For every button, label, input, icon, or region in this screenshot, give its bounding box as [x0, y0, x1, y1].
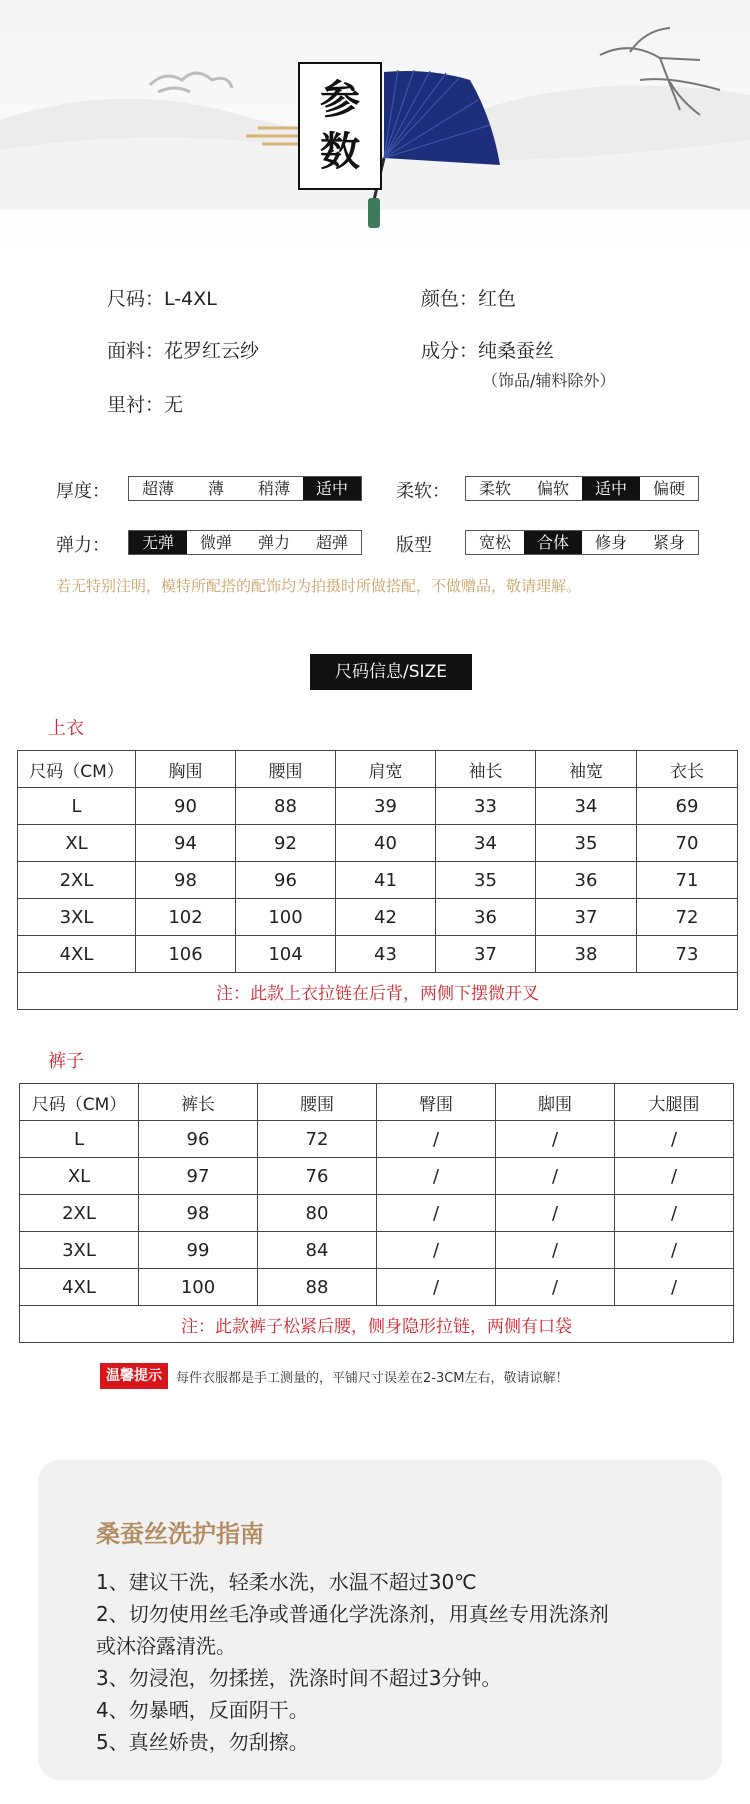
fit-option: 宽松	[478, 533, 511, 552]
table-cell: 84	[258, 1232, 377, 1269]
softness-option: 柔软	[478, 479, 511, 498]
table-row	[18, 788, 738, 825]
table-row	[18, 936, 738, 973]
table-cell: L	[18, 788, 136, 825]
table-cell: 70	[637, 825, 738, 862]
table-header-cell: 衣长	[637, 751, 738, 788]
care-line: 或沐浴露清洗。	[96, 1634, 236, 1658]
table-cell: 33	[436, 788, 536, 825]
fit-label: 版型	[396, 535, 432, 556]
thickness-option: 稍薄	[257, 479, 290, 498]
table-cell: 106	[136, 936, 236, 973]
table-cell: 71	[637, 862, 738, 899]
size-info-heading: 尺码信息/SIZE	[310, 654, 472, 690]
table-cell: 98	[136, 862, 236, 899]
table-cell: 34	[536, 788, 637, 825]
top-size-table	[17, 750, 738, 1010]
table-cell: /	[496, 1121, 615, 1158]
table-cell: 98	[139, 1195, 258, 1232]
table-row	[20, 1232, 734, 1269]
table-cell: /	[496, 1232, 615, 1269]
table-cell: /	[496, 1269, 615, 1306]
care-line: 5、真丝娇贵，勿刮擦。	[96, 1730, 309, 1754]
thickness-option: 薄	[207, 479, 224, 498]
table-header-cell: 尺码（CM）	[18, 751, 136, 788]
table-cell: 90	[136, 788, 236, 825]
table-cell: 96	[236, 862, 336, 899]
size-spec: 尺码：L-4XL	[107, 288, 217, 310]
tip-text: 每件衣服都是手工测量的，平铺尺寸误差在2-3CM左右，敬请谅解！	[176, 1371, 569, 1386]
header-banner	[0, 0, 750, 255]
care-line: 1、建议干洗，轻柔水洗，水温不超过30℃	[96, 1570, 477, 1594]
table-note-row	[18, 973, 738, 1010]
table-cell: 88	[236, 788, 336, 825]
table-cell: 35	[536, 825, 637, 862]
table-row	[20, 1158, 734, 1195]
table-cell: 37	[436, 936, 536, 973]
table-cell: /	[615, 1158, 734, 1195]
table-cell: 2XL	[20, 1195, 139, 1232]
composition-spec: 成分：纯桑蚕丝	[421, 340, 555, 362]
fit-scale	[465, 530, 699, 555]
elasticity-option: 超弹	[315, 533, 348, 552]
table-cell: 3XL	[18, 899, 136, 936]
table-cell: 100	[139, 1269, 258, 1306]
table-cell: 76	[258, 1158, 377, 1195]
table-cell: /	[615, 1269, 734, 1306]
table-row	[18, 862, 738, 899]
fit-option-selected: 合体	[524, 531, 582, 554]
table-header-cell: 尺码（CM）	[20, 1084, 139, 1121]
table-header-row	[20, 1084, 734, 1121]
softness-scale	[465, 476, 699, 501]
table-header-cell: 脚围	[496, 1084, 615, 1121]
table-cell: /	[377, 1121, 496, 1158]
care-guide-title: 桑蚕丝洗护指南	[96, 1520, 264, 1548]
table-cell: 41	[336, 862, 436, 899]
table-row	[18, 825, 738, 862]
top-note: 注：此款上衣拉链在后背，两侧下摆微开叉	[18, 973, 738, 1010]
table-cell: 102	[136, 899, 236, 936]
softness-option: 偏硬	[652, 479, 685, 498]
table-cell: 69	[637, 788, 738, 825]
table-cell: /	[496, 1158, 615, 1195]
table-cell: 42	[336, 899, 436, 936]
table-cell: 72	[258, 1121, 377, 1158]
lining-spec: 里衬：无	[107, 394, 184, 416]
table-row	[20, 1195, 734, 1232]
composition-note: （饰品/辅料除外）	[482, 371, 616, 390]
table-cell: 39	[336, 788, 436, 825]
thickness-option-selected: 适中	[303, 477, 361, 500]
elasticity-option: 弹力	[257, 533, 290, 552]
table-cell: /	[377, 1269, 496, 1306]
table-row	[20, 1121, 734, 1158]
table-cell: 38	[536, 936, 637, 973]
elasticity-scale	[128, 530, 362, 555]
title-char: 参	[320, 76, 360, 123]
title-char: 数	[320, 128, 360, 175]
care-line: 3、勿浸泡，勿揉搓，洗涤时间不超过3分钟。	[96, 1666, 502, 1690]
thickness-scale	[128, 476, 362, 501]
fit-option: 修身	[594, 533, 627, 552]
table-cell: /	[615, 1232, 734, 1269]
table-header-cell: 臀围	[377, 1084, 496, 1121]
softness-option: 偏软	[536, 479, 569, 498]
table-header-row	[18, 751, 738, 788]
color-spec: 颜色：红色	[421, 288, 517, 310]
table-cell: 88	[258, 1269, 377, 1306]
elasticity-option: 微弹	[199, 533, 232, 552]
table-header-cell: 腰围	[258, 1084, 377, 1121]
table-cell: 92	[236, 825, 336, 862]
table-cell: 96	[139, 1121, 258, 1158]
table-cell: 43	[336, 936, 436, 973]
table-note-row	[20, 1306, 734, 1343]
table-cell: 4XL	[18, 936, 136, 973]
table-cell: /	[377, 1158, 496, 1195]
table-cell: 34	[436, 825, 536, 862]
table-header-cell: 腰围	[236, 751, 336, 788]
cloud-icon	[150, 73, 232, 92]
disclaimer-text: 若无特别注明，模特所配搭的配饰均为拍摄时所做搭配，不做赠品，敬请理解。	[56, 577, 582, 595]
table-cell: 4XL	[20, 1269, 139, 1306]
thickness-option: 超薄	[141, 479, 174, 498]
table-cell: /	[615, 1121, 734, 1158]
table-cell: /	[615, 1195, 734, 1232]
elasticity-label: 弹力：	[56, 535, 110, 556]
table-cell: /	[377, 1232, 496, 1269]
table-cell: 73	[637, 936, 738, 973]
table-header-cell: 袖长	[436, 751, 536, 788]
care-guide-card	[38, 1460, 722, 1780]
table-header-cell: 袖宽	[536, 751, 637, 788]
softness-label: 柔软：	[396, 481, 450, 502]
table-cell: 80	[258, 1195, 377, 1232]
table-header-cell: 肩宽	[336, 751, 436, 788]
table-cell: 2XL	[18, 862, 136, 899]
table-cell: 99	[139, 1232, 258, 1269]
table-cell: 36	[536, 862, 637, 899]
care-line: 4、勿暴晒，反面阴干。	[96, 1698, 309, 1722]
table-row	[18, 899, 738, 936]
pants-note: 注：此款裤子松紧后腰，侧身隐形拉链，两侧有口袋	[20, 1306, 734, 1343]
table-cell: 3XL	[20, 1232, 139, 1269]
table-cell: 37	[536, 899, 637, 936]
fabric-spec: 面料：花罗红云纱	[107, 340, 260, 362]
table-cell: /	[496, 1195, 615, 1232]
table-cell: 40	[336, 825, 436, 862]
fit-option: 紧身	[652, 533, 685, 552]
table-cell: 97	[139, 1158, 258, 1195]
table-cell: XL	[20, 1158, 139, 1195]
table-cell: 100	[236, 899, 336, 936]
elasticity-option-selected: 无弹	[129, 531, 187, 554]
table-header-cell: 裤长	[139, 1084, 258, 1121]
care-line: 2、切勿使用丝毛净或普通化学洗涤剂，用真丝专用洗涤剂	[96, 1602, 609, 1626]
table-row	[20, 1269, 734, 1306]
table-cell: 94	[136, 825, 236, 862]
table-header-cell: 胸围	[136, 751, 236, 788]
top-section-label: 上衣	[48, 718, 84, 739]
thickness-label: 厚度：	[56, 481, 110, 502]
tip-badge: 温馨提示	[100, 1363, 168, 1389]
table-cell: L	[20, 1121, 139, 1158]
table-cell: 35	[436, 862, 536, 899]
softness-option-selected: 适中	[582, 477, 640, 500]
table-cell: XL	[18, 825, 136, 862]
pants-size-table	[19, 1083, 734, 1343]
table-cell: 36	[436, 899, 536, 936]
table-cell: 104	[236, 936, 336, 973]
table-cell: /	[377, 1195, 496, 1232]
title-card	[298, 62, 382, 190]
table-cell: 72	[637, 899, 738, 936]
table-header-cell: 大腿围	[615, 1084, 734, 1121]
pants-section-label: 裤子	[48, 1051, 84, 1072]
